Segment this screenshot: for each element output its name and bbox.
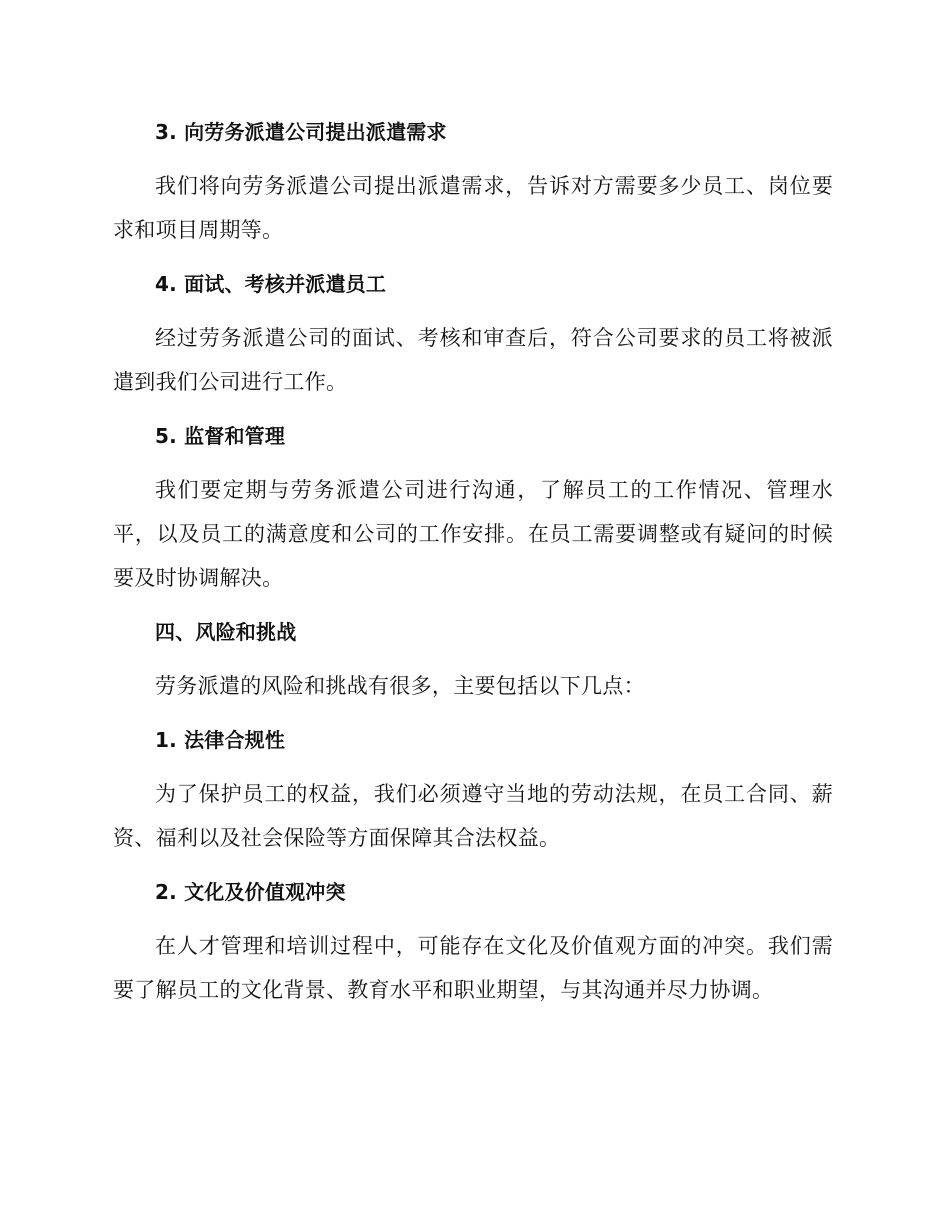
paragraph-legal-compliance: 为了保护员工的权益，我们必须遵守当地的劳动法规，在员工合同、薪资、福利以及社会保险等方面保障其合法权益。 xyxy=(113,782,833,850)
section-heading-supervision: 5. 监督和管理 xyxy=(155,424,286,448)
section-heading-culture-conflict: 2. 文化及价值观冲突 xyxy=(155,880,346,904)
paragraph-risks-intro: 劳务派遣的风险和挑战有很多，主要包括以下几点： xyxy=(155,674,645,698)
paragraph-supervision: 我们要定期与劳务派遣公司进行沟通，了解员工的工作情况、管理水平，以及员工的满意度和公司的工作安排。在员工需要调整或有疑问的时候要及时协调解决。 xyxy=(113,478,833,590)
paragraph-culture-conflict: 在人才管理和培训过程中，可能存在文化及价值观方面的冲突。我们需要了解员工的文化背景、教育水平和职业期望，与其沟通并尽力协调。 xyxy=(113,934,833,1002)
section-heading-dispatch-request: 3. 向劳务派遣公司提出派遣需求 xyxy=(155,120,447,144)
document-body xyxy=(113,110,833,1012)
section-heading-legal-compliance: 1. 法律合规性 xyxy=(155,728,286,752)
paragraph-dispatch-request: 我们将向劳务派遣公司提出派遣需求，告诉对方需要多少员工、岗位要求和项目周期等。 xyxy=(113,174,833,242)
paragraph-interview-dispatch: 经过劳务派遣公司的面试、考核和审查后，符合公司要求的员工将被派遣到我们公司进行工作。 xyxy=(113,326,833,394)
section-heading-interview-dispatch: 4. 面试、考核并派遣员工 xyxy=(155,272,387,296)
section-heading-risks: 四、风险和挑战 xyxy=(155,620,297,644)
